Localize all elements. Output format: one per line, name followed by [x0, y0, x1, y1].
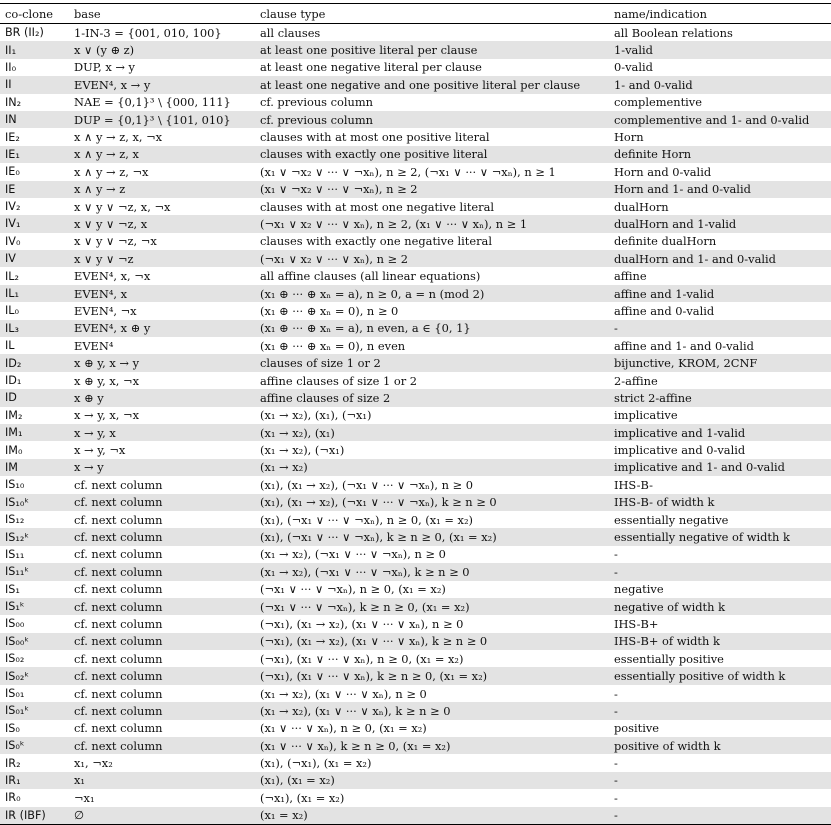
clause-type-cell: (¬x₁ ∨ x₂ ∨ ··· ∨ xₙ), n ≥ 2, (x₁ ∨ ··· ∨ xₙ), n ≥ 1: [255, 215, 609, 232]
base-cell: x ∨ y ∨ ¬z, x, ¬x: [74, 199, 171, 214]
table-row: [0, 615, 831, 632]
coclone-cell: II: [0, 76, 69, 93]
clause-type-cell: (x₁), (¬x₁ ∨ ··· ∨ ¬xₙ), k ≥ n ≥ 0, (x₁ = x₂): [255, 528, 609, 545]
name-cell: 1-valid: [609, 41, 831, 58]
clause-type-cell: (x₁), (¬x₁), (x₁ = x₂): [260, 756, 372, 771]
name-cell: affine and 0-valid: [614, 303, 715, 318]
clause-type-cell: clauses with exactly one negative literal: [260, 234, 492, 249]
base-cell: DUP, x → y: [74, 60, 135, 75]
coclone-cell: IS₀₂ᵏ: [0, 667, 69, 684]
clause-type-cell: (x₁ ⊕ ··· ⊕ xₙ = a), n even, a ∈ {0, 1}: [255, 320, 609, 337]
base-cell: x ∧ y → z: [69, 181, 255, 198]
coclone-cell: IS₀ᵏ: [0, 737, 69, 754]
table-row: [0, 581, 831, 598]
coclone-cell: IS₀₀ᵏ: [0, 633, 69, 650]
table-row: [0, 337, 831, 354]
name-cell: implicative: [614, 408, 678, 423]
base-cell: cf. next column: [74, 512, 163, 527]
base-cell: cf. next column: [69, 563, 255, 580]
clause-type-cell: (x₁ ⊕ ··· ⊕ xₙ = 0), n ≥ 0: [260, 303, 399, 318]
base-cell: cf. next column: [74, 477, 163, 492]
clause-type-cell: (x₁ ⊕ ··· ⊕ xₙ = 0), n even: [260, 338, 406, 353]
coclone-cell: IV₂: [5, 200, 21, 214]
table-row: [0, 354, 831, 371]
base-cell: EVEN⁴: [74, 338, 114, 353]
table-row: [0, 372, 831, 389]
coclone-cell: IN₂: [5, 95, 22, 109]
name-cell: -: [609, 702, 831, 719]
clause-type-cell: (x₁), (x₁ → x₂), (¬x₁ ∨ ··· ∨ ¬xₙ), k ≥ n ≥ 0: [255, 494, 609, 511]
table-row: [0, 476, 831, 493]
base-cell: x₁: [69, 772, 255, 789]
coclone-cell: IS₁₂: [5, 513, 25, 527]
base-cell: x → y, x: [69, 424, 255, 441]
clause-type-cell: (x₁ → x₂), (x₁ ∨ ··· ∨ xₙ), k ≥ n ≥ 0: [255, 702, 609, 719]
base-cell: cf. next column: [69, 702, 255, 719]
name-cell: positive: [614, 721, 660, 736]
coclone-cell: IE₂: [5, 130, 20, 144]
table-row: [0, 111, 831, 128]
base-cell: cf. next column: [74, 651, 163, 666]
coclone-cell: IS₁ᵏ: [0, 598, 69, 615]
clause-type-cell: (x₁ ∨ ¬x₂ ∨ ··· ∨ ¬xₙ), n ≥ 2: [255, 181, 609, 198]
clause-type-cell: (x₁), (¬x₁ ∨ ··· ∨ ¬xₙ), n ≥ 0, (x₁ = x₂): [260, 512, 473, 527]
clause-type-cell: clauses with at most one negative literal: [260, 199, 495, 214]
coclone-table: [0, 3, 831, 825]
coclone-cell: IS₀₂: [5, 652, 25, 666]
coclone-cell: IS₀₁ᵏ: [0, 702, 69, 719]
clause-type-cell: cf. previous column: [260, 95, 373, 110]
clause-type-cell: clauses with at most one positive literal: [260, 130, 490, 145]
name-cell: dualHorn and 1-valid: [609, 215, 831, 232]
coclone-cell: ID₂: [0, 354, 69, 371]
table-row: [0, 407, 831, 424]
header-base: base: [69, 4, 255, 24]
name-cell: -: [614, 547, 618, 562]
name-cell: -: [609, 563, 831, 580]
coclone-cell: IV₀: [5, 234, 21, 248]
header-name-indication: name/indication: [609, 4, 831, 24]
coclone-cell: II₀: [5, 60, 17, 74]
table-row: [0, 424, 831, 441]
table-row: [0, 198, 831, 215]
clause-type-cell: (x₁ → x₂), (x₁): [255, 424, 609, 441]
base-cell: EVEN⁴, x → y: [69, 76, 255, 93]
clause-type-cell: (x₁), (x₁ → x₂), (¬x₁ ∨ ··· ∨ ¬xₙ), n ≥ 0: [260, 477, 473, 492]
table-row: [0, 807, 831, 825]
table-row: [0, 233, 831, 250]
name-cell: affine: [614, 269, 647, 284]
base-cell: cf. next column: [69, 528, 255, 545]
table-row: [0, 459, 831, 476]
name-cell: -: [609, 807, 831, 825]
coclone-cell: IR₁: [0, 772, 69, 789]
name-cell: essentially negative of width k: [609, 528, 831, 545]
clause-type-cell: (¬x₁), (x₁ ∨ ··· ∨ xₙ), n ≥ 0, (x₁ = x₂): [260, 651, 464, 666]
coclone-cell: IS₀₁: [5, 687, 25, 701]
coclone-cell: IN: [0, 111, 69, 128]
base-cell: NAE = {0,1}³ \ {000, 111}: [74, 95, 231, 110]
clause-type-cell: cf. previous column: [255, 111, 609, 128]
clause-type-cell: (¬x₁), (x₁ ∨ ··· ∨ xₙ), k ≥ n ≥ 0, (x₁ = x₂): [255, 667, 609, 684]
coclone-cell: IM: [0, 459, 69, 476]
table-row: [0, 128, 831, 145]
table-header: [0, 4, 831, 24]
clause-type-cell: (x₁ → x₂): [255, 459, 609, 476]
name-cell: 0-valid: [614, 60, 653, 75]
base-cell: x ⊕ y, x, ¬x: [74, 373, 140, 388]
table-row: [0, 267, 831, 284]
base-cell: EVEN⁴, x ⊕ y: [69, 320, 255, 337]
table-row: [0, 302, 831, 319]
coclone-cell: IS₀: [5, 721, 20, 735]
base-cell: EVEN⁴, ¬x: [74, 303, 137, 318]
base-cell: x ∧ y → z, ¬x: [74, 164, 149, 179]
name-cell: IHS-B+: [614, 616, 659, 631]
name-cell: essentially positive: [614, 651, 724, 666]
coclone-cell: IM₂: [5, 408, 23, 422]
table-row: [0, 685, 831, 702]
base-cell: cf. next column: [74, 686, 163, 701]
coclone-cell: IL₂: [5, 269, 20, 283]
base-cell: DUP = {0,1}³ \ {101, 010}: [69, 111, 255, 128]
name-cell: implicative and 1- and 0-valid: [609, 459, 831, 476]
base-cell: cf. next column: [69, 667, 255, 684]
base-cell: cf. next column: [69, 494, 255, 511]
base-cell: ∅: [69, 807, 255, 825]
base-cell: cf. next column: [74, 616, 163, 631]
table-row: [0, 563, 831, 580]
coclone-cell: II₁: [0, 41, 69, 58]
base-cell: x ⊕ y: [69, 389, 255, 406]
table-row: [0, 181, 831, 198]
coclone-cell: IR₂: [5, 756, 21, 770]
name-cell: Horn and 1- and 0-valid: [609, 181, 831, 198]
table-row: [0, 546, 831, 563]
coclone-cell: IS₁₁: [5, 547, 25, 561]
table-row: [0, 598, 831, 615]
table-row: [0, 24, 831, 42]
table-row: [0, 163, 831, 180]
table-row: [0, 215, 831, 232]
coclone-cell: IE₀: [5, 165, 20, 179]
table-row: [0, 737, 831, 754]
clause-type-cell: at least one negative literal per clause: [260, 60, 482, 75]
table-body: [0, 24, 831, 825]
coclone-cell: ID: [0, 389, 69, 406]
name-cell: implicative and 0-valid: [614, 443, 746, 458]
base-cell: cf. next column: [69, 633, 255, 650]
base-cell: x ∧ y → z, x: [69, 146, 255, 163]
name-cell: negative of width k: [609, 598, 831, 615]
table-row: [0, 789, 831, 806]
base-cell: x ∧ y → z, x, ¬x: [74, 130, 163, 145]
table-row: [0, 76, 831, 93]
clause-type-cell: (x₁ ∨ ··· ∨ xₙ), k ≥ n ≥ 0, (x₁ = x₂): [255, 737, 609, 754]
name-cell: complementive and 1- and 0-valid: [609, 111, 831, 128]
clause-type-cell: (x₁ → x₂), (¬x₁): [260, 443, 345, 458]
base-cell: cf. next column: [69, 737, 255, 754]
table-row: [0, 650, 831, 667]
base-cell: x → y: [69, 459, 255, 476]
table-row: [0, 59, 831, 76]
table-row: [0, 94, 831, 111]
table-row: [0, 285, 831, 302]
name-cell: implicative and 1-valid: [609, 424, 831, 441]
coclone-cell: IV₁: [0, 215, 69, 232]
coclone-cell: IS₁₁ᵏ: [0, 563, 69, 580]
base-cell: x ∨ y ∨ ¬z: [69, 250, 255, 267]
coclone-cell: IL₁: [0, 285, 69, 302]
coclone-cell: IE: [0, 181, 69, 198]
table-row: [0, 441, 831, 458]
coclone-cell: IM₁: [0, 424, 69, 441]
name-cell: essentially negative: [614, 512, 729, 527]
clause-type-cell: (x₁ → x₂), (x₁), (¬x₁): [260, 408, 372, 423]
clause-type-cell: (¬x₁), (x₁ → x₂), (x₁ ∨ ··· ∨ xₙ), k ≥ n ≥ 0: [255, 633, 609, 650]
header-coclone: co-clone: [0, 4, 69, 24]
base-cell: ¬x₁: [74, 790, 95, 805]
coclone-cell: BR (II₂): [5, 26, 44, 40]
clause-type-cell: clauses of size 1 or 2: [255, 354, 609, 371]
name-cell: negative: [614, 582, 664, 597]
clause-type-cell: (¬x₁ ∨ x₂ ∨ ··· ∨ xₙ), n ≥ 2: [255, 250, 609, 267]
base-cell: x ∨ y ∨ ¬z, x: [69, 215, 255, 232]
base-cell: cf. next column: [74, 582, 163, 597]
name-cell: Horn and 0-valid: [614, 164, 712, 179]
header-clause-type: clause type: [255, 4, 609, 24]
base-cell: x ∨ (y ⊕ z): [69, 41, 255, 58]
table-row: [0, 511, 831, 528]
coclone-cell: IL₃: [0, 320, 69, 337]
base-cell: x → y, x, ¬x: [74, 408, 140, 423]
table-row: [0, 754, 831, 771]
coclone-cell: IE₁: [0, 146, 69, 163]
coclone-cell: IR₀: [5, 791, 21, 805]
table-row: [0, 250, 831, 267]
coclone-cell: IR (IBF): [0, 807, 69, 825]
base-cell: EVEN⁴, x: [69, 285, 255, 302]
clause-type-cell: clauses with exactly one positive literal: [255, 146, 609, 163]
table-row: [0, 146, 831, 163]
name-cell: Horn: [614, 130, 644, 145]
base-cell: x → y, ¬x: [74, 443, 126, 458]
name-cell: definite Horn: [609, 146, 831, 163]
coclone-cell: IM₀: [5, 443, 23, 457]
name-cell: all Boolean relations: [614, 25, 733, 40]
table-row: [0, 633, 831, 650]
coclone-cell: ID₁: [5, 374, 22, 387]
clause-type-cell: (x₁ → x₂), (¬x₁ ∨ ··· ∨ ¬xₙ), k ≥ n ≥ 0: [255, 563, 609, 580]
clause-type-cell: affine clauses of size 1 or 2: [260, 373, 418, 388]
clause-type-cell: (x₁ → x₂), (¬x₁ ∨ ··· ∨ ¬xₙ), n ≥ 0: [260, 547, 446, 562]
name-cell: definite dualHorn: [614, 234, 717, 249]
clause-type-cell: all affine clauses (all linear equations): [260, 269, 481, 284]
table-row: [0, 320, 831, 337]
base-cell: x ∨ y ∨ ¬z, ¬x: [74, 234, 157, 249]
base-cell: cf. next column: [74, 721, 163, 736]
name-cell: strict 2-affine: [609, 389, 831, 406]
name-cell: 2-affine: [614, 373, 658, 388]
base-cell: x ⊕ y, x → y: [69, 354, 255, 371]
name-cell: 1- and 0-valid: [609, 76, 831, 93]
coclone-cell: IS₁₀: [5, 478, 25, 492]
clause-type-cell: (x₁ ⊕ ··· ⊕ xₙ = a), n ≥ 0, a = n (mod 2): [255, 285, 609, 302]
table-row: [0, 41, 831, 58]
name-cell: dualHorn: [614, 199, 669, 214]
name-cell: positive of width k: [609, 737, 831, 754]
base-cell: cf. next column: [74, 547, 163, 562]
table-row: [0, 772, 831, 789]
name-cell: -: [609, 320, 831, 337]
name-cell: affine and 1-valid: [609, 285, 831, 302]
clause-type-cell: all clauses: [260, 25, 321, 40]
coclone-cell: IS₁₀ᵏ: [0, 494, 69, 511]
coclone-cell: IS₀₀: [5, 617, 25, 631]
name-cell: bijunctive, KROM, 2CNF: [609, 354, 831, 371]
clause-type-cell: (x₁ = x₂): [255, 807, 609, 825]
clause-type-cell: (¬x₁), (x₁ → x₂), (x₁ ∨ ··· ∨ xₙ), n ≥ 0: [260, 616, 464, 631]
name-cell: essentially positive of width k: [609, 667, 831, 684]
clause-type-cell: (¬x₁), (x₁ = x₂): [260, 790, 345, 805]
table-row: [0, 720, 831, 737]
name-cell: IHS-B+ of width k: [609, 633, 831, 650]
header-row: [0, 4, 831, 24]
coclone-cell: IS₁₂ᵏ: [0, 528, 69, 545]
name-cell: affine and 1- and 0-valid: [614, 338, 754, 353]
clause-type-cell: (x₁ ∨ ··· ∨ xₙ), n ≥ 0, (x₁ = x₂): [260, 721, 427, 736]
clause-type-cell: (x₁), (x₁ = x₂): [255, 772, 609, 789]
table-row: [0, 667, 831, 684]
clause-type-cell: (¬x₁ ∨ ··· ∨ ¬xₙ), k ≥ n ≥ 0, (x₁ = x₂): [255, 598, 609, 615]
base-cell: 1-IN-3 = {001, 010, 100}: [74, 25, 222, 40]
table-row: [0, 494, 831, 511]
name-cell: IHS-B-: [614, 477, 653, 492]
clause-type-cell: (x₁ → x₂), (x₁ ∨ ··· ∨ xₙ), n ≥ 0: [260, 686, 427, 701]
name-cell: dualHorn and 1- and 0-valid: [609, 250, 831, 267]
base-cell: cf. next column: [69, 598, 255, 615]
name-cell: -: [614, 790, 618, 805]
base-cell: EVEN⁴, x, ¬x: [74, 269, 151, 284]
clause-type-cell: (¬x₁ ∨ ··· ∨ ¬xₙ), n ≥ 0, (x₁ = x₂): [260, 582, 446, 597]
coclone-cell: IV: [0, 250, 69, 267]
clause-type-cell: at least one positive literal per clause: [255, 41, 609, 58]
coclone-cell: IS₁: [5, 582, 20, 596]
table-row: [0, 389, 831, 406]
table-row: [0, 702, 831, 719]
table-row: [0, 528, 831, 545]
name-cell: -: [609, 772, 831, 789]
name-cell: -: [614, 686, 618, 701]
clause-type-cell: (x₁ ∨ ¬x₂ ∨ ··· ∨ ¬xₙ), n ≥ 2, (¬x₁ ∨ ··· ∨ ¬xₙ), n ≥ 1: [260, 164, 556, 179]
name-cell: complementive: [614, 95, 702, 110]
base-cell: x₁, ¬x₂: [74, 756, 113, 771]
coclone-cell: IL: [5, 339, 15, 353]
name-cell: -: [614, 756, 618, 771]
name-cell: IHS-B- of width k: [609, 494, 831, 511]
clause-type-cell: at least one negative and one positive literal per clause: [255, 76, 609, 93]
clause-type-cell: affine clauses of size 2: [255, 389, 609, 406]
coclone-cell: IL₀: [5, 304, 20, 318]
